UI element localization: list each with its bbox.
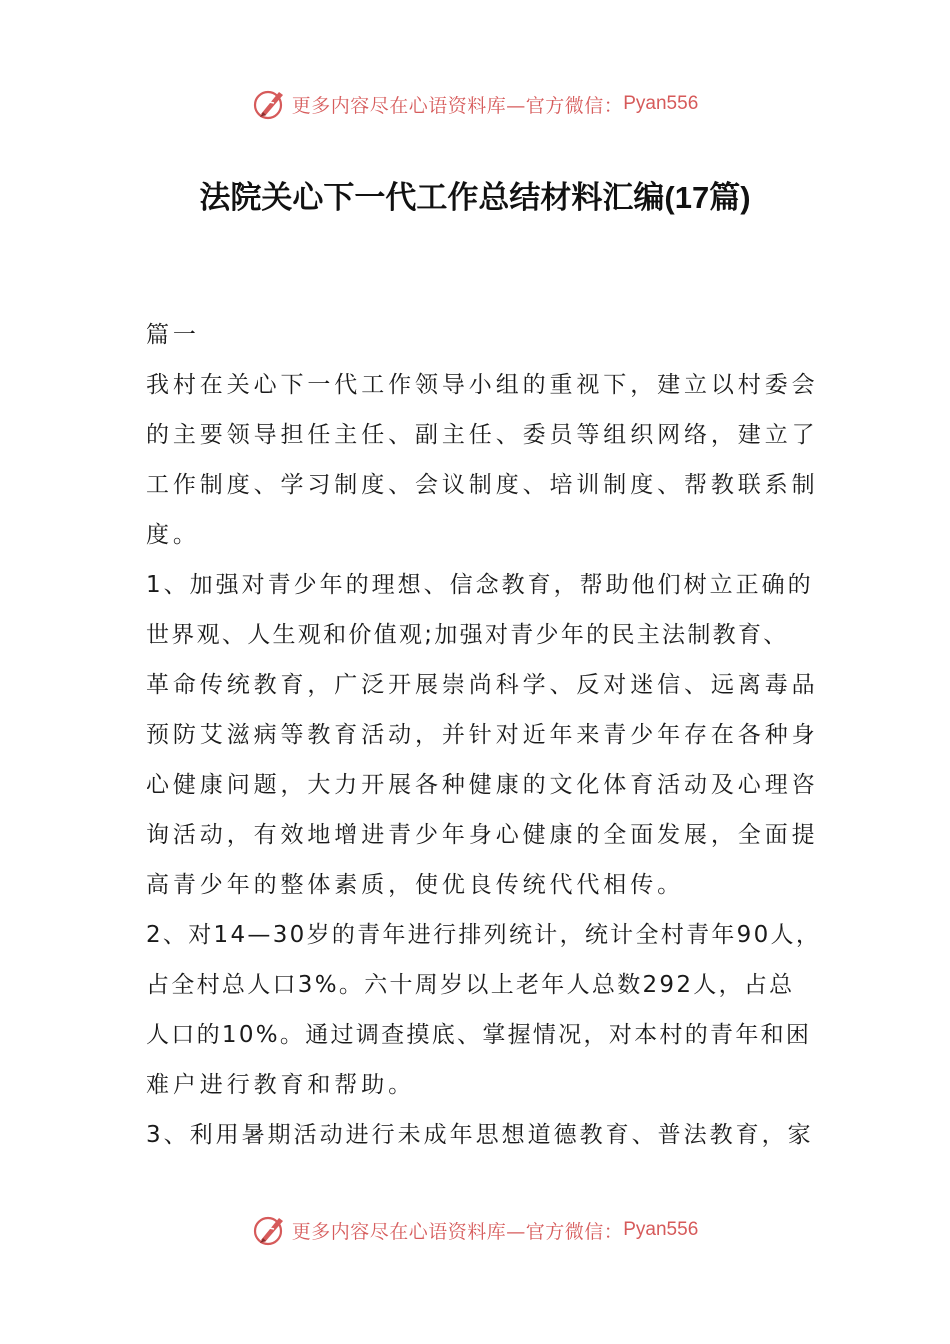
paragraph-line: 人口的10%。通过调查摸底、掌握情况，对本村的青年和困 — [146, 1022, 812, 1048]
paragraph-line: 难户进行教育和帮助。 — [146, 1072, 415, 1098]
paragraph-line: 2、对14—30岁的青年进行排列统计，统计全村青年90人， — [146, 922, 822, 948]
wechat-id: Pyan556 — [623, 93, 699, 114]
paragraph-line: 1、加强对青少年的理想、信念教育，帮助他们树立正确的 — [146, 572, 814, 598]
document-body — [146, 310, 822, 1160]
paragraph-line: 询活动，有效地增进青少年身心健康的全面发展，全面提 — [146, 822, 819, 848]
paragraph-line: 高青少年的整体素质，使优良传统代代相传。 — [146, 872, 684, 898]
banner-text: 更多内容尽在心语资料库—官方微信： — [291, 94, 624, 117]
paragraph-line: 3、利用暑期活动进行未成年思想道德教育、普法教育，家 — [146, 1122, 814, 1148]
paragraph-line: 度。 — [146, 522, 200, 548]
quill-pen-logo-icon — [252, 86, 288, 122]
paragraph-line: 心健康问题，大力开展各种健康的文化体育活动及心理咨 — [146, 772, 819, 798]
section-heading: 篇一 — [146, 322, 200, 348]
footer-banner — [0, 1208, 950, 1252]
paragraph-line: 的主要领导担任主任、副主任、委员等组织网络，建立了 — [146, 422, 819, 448]
paragraph-line: 工作制度、学习制度、会议制度、培训制度、帮教联系制 — [146, 472, 819, 498]
wechat-id: Pyan556 — [623, 1219, 699, 1240]
paragraph-line: 预防艾滋病等教育活动，并针对近年来青少年存在各种身 — [146, 722, 819, 748]
paragraph-line: 革命传统教育，广泛开展崇尚科学、反对迷信、远离毒品 — [146, 672, 819, 698]
paragraph-line: 占全村总人口3%。六十周岁以上老年人总数292人，占总 — [146, 972, 795, 998]
paragraph-line: 世界观、人生观和价值观;加强对青少年的民主法制教育、 — [146, 622, 789, 648]
document-title: 法院关心下一代工作总结材料汇编(17篇) — [199, 180, 751, 215]
header-banner — [0, 82, 950, 126]
quill-pen-logo-icon — [252, 1212, 288, 1248]
banner-text: 更多内容尽在心语资料库—官方微信： — [291, 1220, 624, 1243]
paragraph-line: 我村在关心下一代工作领导小组的重视下，建立以村委会 — [146, 372, 819, 398]
